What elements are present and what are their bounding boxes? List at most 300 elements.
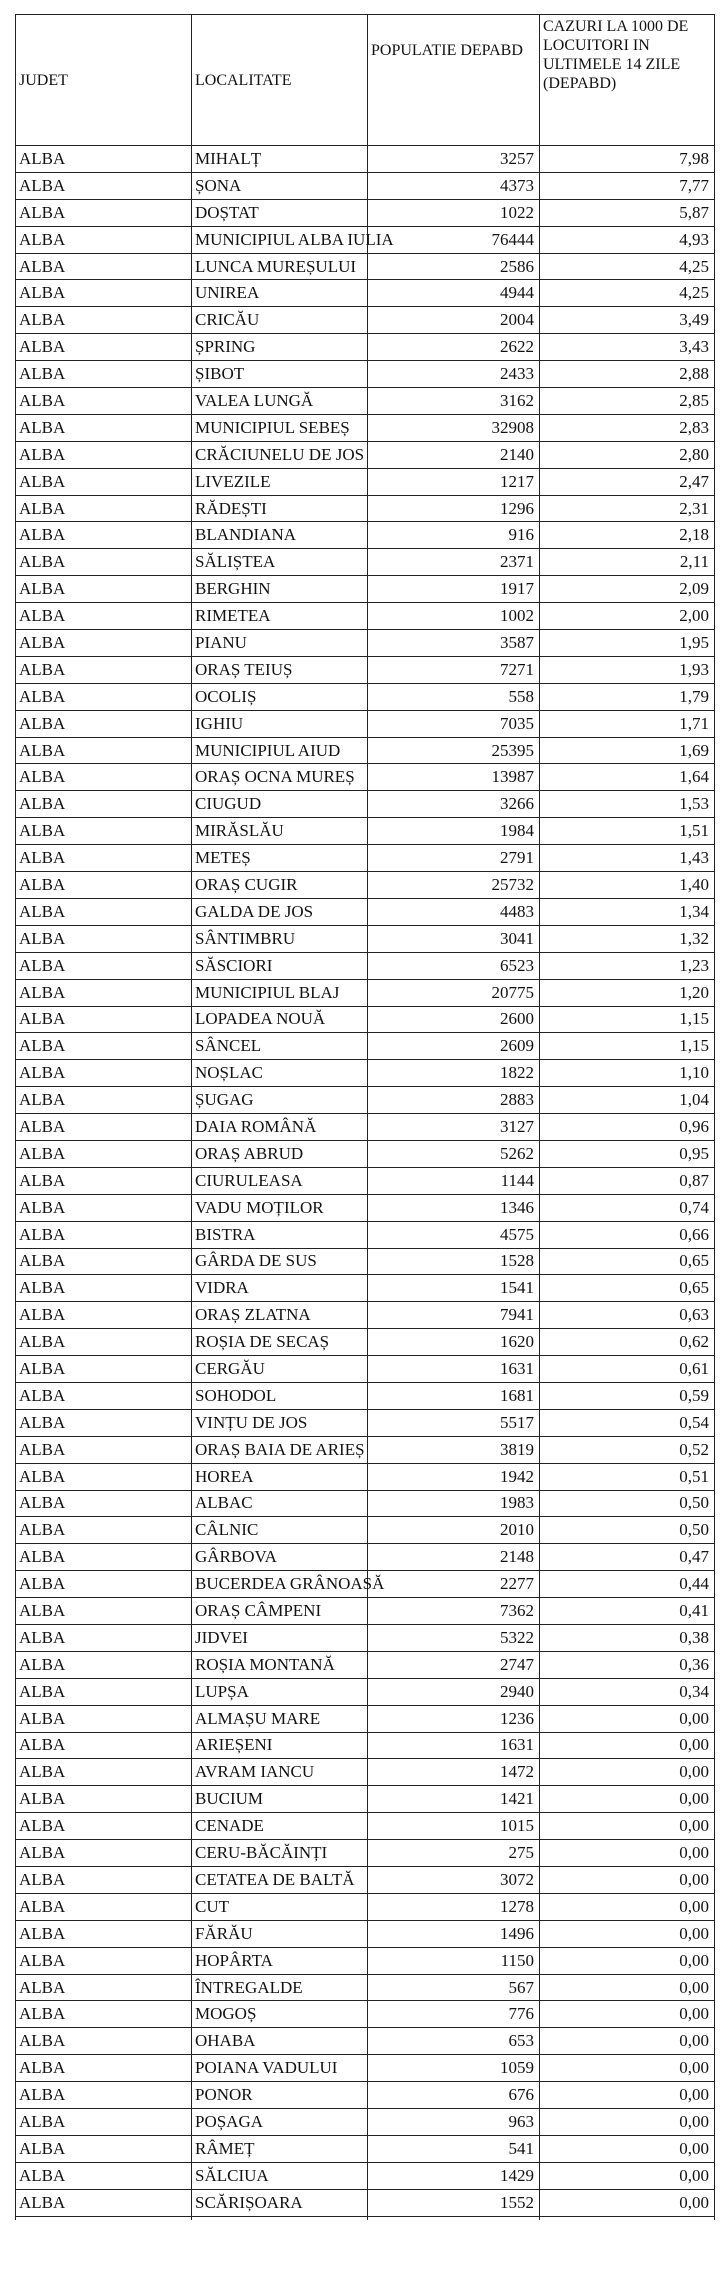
cell-judet: ALBA: [16, 1651, 192, 1678]
cell-cazuri: 0,00: [540, 2001, 715, 2028]
cell-populatie: 1296: [368, 495, 540, 522]
table-row: [16, 1490, 715, 1517]
cell-populatie: 1822: [368, 1060, 540, 1087]
table-row: [16, 1060, 715, 1087]
table-row: [16, 2028, 715, 2055]
cell-localitate: CÂLNIC: [192, 1517, 368, 1544]
table-body: [16, 146, 715, 2243]
cell-judet: ALBA: [16, 1893, 192, 1920]
cell-judet: ALBA: [16, 764, 192, 791]
cell-cazuri: 1,69: [540, 737, 715, 764]
cell-populatie: 2940: [368, 1678, 540, 1705]
cell-cazuri: 0,00: [540, 1759, 715, 1786]
cell-judet: ALBA: [16, 441, 192, 468]
table-row: [16, 1732, 715, 1759]
table-row: [16, 334, 715, 361]
cell-judet: ALBA: [16, 1356, 192, 1383]
cell-populatie: 4944: [368, 280, 540, 307]
cell-cazuri: 2,00: [540, 603, 715, 630]
cell-localitate: IGHIU: [192, 710, 368, 737]
cell-cazuri: 2,85: [540, 388, 715, 415]
table-header: [16, 15, 715, 146]
cell-localitate: OHABA: [192, 2028, 368, 2055]
table-row: [16, 630, 715, 657]
cell-judet: ALBA: [16, 925, 192, 952]
cell-localitate: ȘIBOT: [192, 361, 368, 388]
cell-localitate: SÂNTIMBRU: [192, 925, 368, 952]
cell-judet: ALBA: [16, 630, 192, 657]
cell-populatie: 1472: [368, 1759, 540, 1786]
cell-cazuri: 0,00: [540, 2055, 715, 2082]
cell-populatie: 7941: [368, 1302, 540, 1329]
cell-cazuri: 1,23: [540, 952, 715, 979]
cell-cazuri: 0,96: [540, 1114, 715, 1141]
table-row: [16, 576, 715, 603]
cell-cazuri: 1,40: [540, 872, 715, 899]
cell-localitate: CUT: [192, 1893, 368, 1920]
cell-localitate: GALDA DE JOS: [192, 898, 368, 925]
table-row: [16, 710, 715, 737]
cell-populatie: 3819: [368, 1436, 540, 1463]
table-row: [16, 2189, 715, 2216]
cell-populatie: 541: [368, 2135, 540, 2162]
cell-populatie: 1681: [368, 1382, 540, 1409]
cell-populatie: 916: [368, 522, 540, 549]
cell-cazuri: 1,43: [540, 845, 715, 872]
cell-judet: ALBA: [16, 522, 192, 549]
cell-populatie: 1620: [368, 1329, 540, 1356]
cell-judet: ALBA: [16, 307, 192, 334]
cell-localitate: VADU MOȚILOR: [192, 1194, 368, 1221]
cell-cazuri: 0,54: [540, 1409, 715, 1436]
cell-populatie: 2622: [368, 334, 540, 361]
cell-cazuri: 2,18: [540, 522, 715, 549]
cell-localitate: JIDVEI: [192, 1624, 368, 1651]
cell-judet: ALBA: [16, 1920, 192, 1947]
cell-populatie: 567: [368, 1974, 540, 2001]
cell-judet: ALBA: [16, 710, 192, 737]
cell-cazuri: 0,61: [540, 1356, 715, 1383]
cell-judet: ALBA: [16, 818, 192, 845]
cell-populatie: 7271: [368, 656, 540, 683]
table-row: [16, 1705, 715, 1732]
cell-localitate: VINȚU DE JOS: [192, 1409, 368, 1436]
cell-cazuri: 1,93: [540, 656, 715, 683]
cell-cazuri: 0,00: [540, 1786, 715, 1813]
cell-populatie: 676: [368, 2082, 540, 2109]
cell-populatie: 2791: [368, 845, 540, 872]
cell-cazuri: 1,15: [540, 1006, 715, 1033]
cell-judet: ALBA: [16, 280, 192, 307]
cell-cazuri: 7,77: [540, 172, 715, 199]
cell-judet: ALBA: [16, 683, 192, 710]
cell-cazuri: 1,32: [540, 925, 715, 952]
cell-localitate: LUPȘA: [192, 1678, 368, 1705]
cell-populatie: 653: [368, 2028, 540, 2055]
cell-cazuri: 1,20: [540, 979, 715, 1006]
table-row: [16, 898, 715, 925]
cell-judet: ALBA: [16, 549, 192, 576]
table-row: [16, 199, 715, 226]
cell-localitate: NOȘLAC: [192, 1060, 368, 1087]
cell-populatie: 4575: [368, 1221, 540, 1248]
cell-localitate: METEȘ: [192, 845, 368, 872]
cell-judet: ALBA: [16, 1759, 192, 1786]
cell-judet: ALBA: [16, 1544, 192, 1571]
cell-cazuri: 0,62: [540, 1329, 715, 1356]
table-row: [16, 1544, 715, 1571]
cell-localitate: CRĂCIUNELU DE JOS: [192, 441, 368, 468]
cell-populatie: 7362: [368, 1598, 540, 1625]
cell-populatie: 1217: [368, 468, 540, 495]
cell-judet: ALBA: [16, 2001, 192, 2028]
cell-localitate: VIDRA: [192, 1275, 368, 1302]
cell-populatie: 2609: [368, 1033, 540, 1060]
cell-localitate: POȘAGA: [192, 2109, 368, 2136]
cell-cazuri: 0,00: [540, 1732, 715, 1759]
cell-populatie: 1421: [368, 1786, 540, 1813]
cell-cazuri: 7,98: [540, 146, 715, 173]
table-row: [16, 307, 715, 334]
table-row: [16, 2001, 715, 2028]
cell-localitate: CENADE: [192, 1813, 368, 1840]
cell-localitate: MUNICIPIUL ALBA IULIA: [192, 226, 368, 253]
cell-judet: ALBA: [16, 1867, 192, 1894]
cell-populatie: 2277: [368, 1571, 540, 1598]
table-row: [16, 1167, 715, 1194]
cell-populatie: 558: [368, 683, 540, 710]
cell-cazuri: 0,59: [540, 1382, 715, 1409]
cell-populatie: 25732: [368, 872, 540, 899]
cell-cazuri: 0,00: [540, 2109, 715, 2136]
cell-populatie: 7035: [368, 710, 540, 737]
cell-cazuri: 0,38: [540, 1624, 715, 1651]
cell-localitate: ORAȘ OCNA MUREȘ: [192, 764, 368, 791]
cell-cazuri: 2,83: [540, 414, 715, 441]
table-row: [16, 845, 715, 872]
cell-cazuri: 0,00: [540, 1974, 715, 2001]
cell-cazuri: 0,47: [540, 1544, 715, 1571]
cell-populatie: 3162: [368, 388, 540, 415]
cell-localitate: SĂLCIUA: [192, 2162, 368, 2189]
cell-localitate: ALMAȘU MARE: [192, 1705, 368, 1732]
cell-judet: ALBA: [16, 2189, 192, 2216]
table-row: [16, 549, 715, 576]
cell-populatie: 1552: [368, 2189, 540, 2216]
cell-judet: ALBA: [16, 1275, 192, 1302]
cell-localitate: CRICĂU: [192, 307, 368, 334]
cell-cazuri: 0,52: [540, 1436, 715, 1463]
cell-populatie: 1278: [368, 1893, 540, 1920]
table-row: [16, 1114, 715, 1141]
cell-cazuri: 0,65: [540, 1275, 715, 1302]
table-row: [16, 683, 715, 710]
cell-cazuri: 2,88: [540, 361, 715, 388]
cell-populatie: 1022: [368, 199, 540, 226]
table-row: [16, 2109, 715, 2136]
cell-localitate: SOHODOL: [192, 1382, 368, 1409]
cell-populatie: 1002: [368, 603, 540, 630]
cell-localitate: FĂRĂU: [192, 1920, 368, 1947]
header-row: [16, 15, 715, 146]
cell-populatie: 1631: [368, 1356, 540, 1383]
cell-localitate: DAIA ROMÂNĂ: [192, 1114, 368, 1141]
table-row: [16, 1140, 715, 1167]
cell-cazuri: 2,31: [540, 495, 715, 522]
table-row: [16, 172, 715, 199]
cell-cazuri: 0,00: [540, 1705, 715, 1732]
cell-populatie: 1984: [368, 818, 540, 845]
cell-localitate: AVRAM IANCU: [192, 1759, 368, 1786]
cell-cazuri: 0,00: [540, 1813, 715, 1840]
cell-localitate: ORAȘ BAIA DE ARIEȘ: [192, 1436, 368, 1463]
cell-cazuri: 5,87: [540, 199, 715, 226]
table-row: [16, 414, 715, 441]
cell-localitate: BERGHIN: [192, 576, 368, 603]
cell-cazuri: 1,64: [540, 764, 715, 791]
cell-judet: ALBA: [16, 172, 192, 199]
cell-localitate: SĂSCIORI: [192, 952, 368, 979]
cell-judet: ALBA: [16, 414, 192, 441]
cell-localitate: VALEA LUNGĂ: [192, 388, 368, 415]
cell-judet: ALBA: [16, 1382, 192, 1409]
cell-localitate: MOGOȘ: [192, 2001, 368, 2028]
cell-localitate: RIMETEA: [192, 603, 368, 630]
cell-cazuri: 2,09: [540, 576, 715, 603]
cell-localitate: CETATEA DE BALTĂ: [192, 1867, 368, 1894]
cell-populatie: 3041: [368, 925, 540, 952]
cell-cazuri: 4,93: [540, 226, 715, 253]
cell-populatie: 2148: [368, 1544, 540, 1571]
cell-populatie: 4483: [368, 898, 540, 925]
cell-cazuri: 1,95: [540, 630, 715, 657]
cell-localitate: RÂMEȚ: [192, 2135, 368, 2162]
cell-cazuri: 0,50: [540, 1517, 715, 1544]
cell-judet: ALBA: [16, 872, 192, 899]
table-row: [16, 1006, 715, 1033]
cell-judet: ALBA: [16, 1114, 192, 1141]
cell-judet: ALBA: [16, 361, 192, 388]
cell-localitate: MUNICIPIUL AIUD: [192, 737, 368, 764]
cell-cazuri: 0,00: [540, 2189, 715, 2216]
cell-judet: ALBA: [16, 1302, 192, 1329]
table-row: [16, 737, 715, 764]
cell-cazuri: 1,10: [540, 1060, 715, 1087]
table-row: [16, 1786, 715, 1813]
cell-cazuri: 0,44: [540, 1571, 715, 1598]
cell-localitate: LUNCA MUREȘULUI: [192, 253, 368, 280]
table-row: [16, 1087, 715, 1114]
cell-populatie: 76444: [368, 226, 540, 253]
cell-cazuri: 0,41: [540, 1598, 715, 1625]
cell-judet: ALBA: [16, 2055, 192, 2082]
cell-localitate: ORAȘ TEIUȘ: [192, 656, 368, 683]
cell-populatie: 1917: [368, 576, 540, 603]
cell-localitate: DOȘTAT: [192, 199, 368, 226]
cell-cazuri: 0,00: [540, 1920, 715, 1947]
cell-cazuri: 0,65: [540, 1248, 715, 1275]
cell-cazuri: 0,00: [540, 2082, 715, 2109]
table-row: [16, 1329, 715, 1356]
header-judet: JUDET: [16, 15, 192, 146]
cell-cazuri: 0,63: [540, 1302, 715, 1329]
cell-cazuri: 3,43: [540, 334, 715, 361]
cell-cazuri: 4,25: [540, 280, 715, 307]
cell-cazuri: 1,51: [540, 818, 715, 845]
table-row: [16, 1974, 715, 2001]
cell-judet: ALBA: [16, 1087, 192, 1114]
cell-populatie: 5517: [368, 1409, 540, 1436]
cell-judet: ALBA: [16, 1678, 192, 1705]
cell-populatie: 3587: [368, 630, 540, 657]
cell-judet: ALBA: [16, 253, 192, 280]
cell-populatie: 3072: [368, 1867, 540, 1894]
table-row: [16, 522, 715, 549]
cell-cazuri: 2,47: [540, 468, 715, 495]
cell-judet: ALBA: [16, 1490, 192, 1517]
cell-judet: ALBA: [16, 388, 192, 415]
cell-localitate: BISTRA: [192, 1221, 368, 1248]
cell-localitate: MIRĂSLĂU: [192, 818, 368, 845]
cell-populatie: 1015: [368, 1813, 540, 1840]
cell-localitate: SÂNCEL: [192, 1033, 368, 1060]
cell-localitate: LOPADEA NOUĂ: [192, 1006, 368, 1033]
cell-populatie: 1983: [368, 1490, 540, 1517]
cell-populatie: 2004: [368, 307, 540, 334]
cell-judet: ALBA: [16, 2162, 192, 2189]
cell-judet: ALBA: [16, 656, 192, 683]
cell-judet: ALBA: [16, 226, 192, 253]
cell-judet: ALBA: [16, 576, 192, 603]
cell-populatie: 1528: [368, 1248, 540, 1275]
cell-populatie: 25395: [368, 737, 540, 764]
cell-populatie: 1144: [368, 1167, 540, 1194]
cell-cazuri: 0,00: [540, 2135, 715, 2162]
table-row: [16, 1759, 715, 1786]
header-populatie: POPULATIE DEPABD: [368, 15, 540, 146]
cell-judet: ALBA: [16, 1974, 192, 2001]
cell-judet: ALBA: [16, 1786, 192, 1813]
cell-judet: ALBA: [16, 1194, 192, 1221]
covid-incidence-table: [15, 14, 715, 2243]
cell-localitate: ÎNTREGALDE: [192, 1974, 368, 2001]
table-row: [16, 146, 715, 173]
cell-cazuri: 2,80: [540, 441, 715, 468]
cell-cazuri: 1,53: [540, 791, 715, 818]
cell-localitate: OCOLIȘ: [192, 683, 368, 710]
cell-judet: ALBA: [16, 1624, 192, 1651]
table-row: [16, 979, 715, 1006]
cell-populatie: 2010: [368, 1517, 540, 1544]
table-row: [16, 1571, 715, 1598]
table-row: [16, 791, 715, 818]
cell-populatie: 275: [368, 1840, 540, 1867]
cell-localitate: GÂRDA DE SUS: [192, 1248, 368, 1275]
cell-judet: ALBA: [16, 952, 192, 979]
cell-judet: ALBA: [16, 1006, 192, 1033]
cell-judet: ALBA: [16, 1060, 192, 1087]
cell-populatie: 2883: [368, 1087, 540, 1114]
cell-cazuri: 0,00: [540, 2162, 715, 2189]
cell-localitate: SĂLIȘTEA: [192, 549, 368, 576]
table-row: [16, 764, 715, 791]
cell-populatie: 1236: [368, 1705, 540, 1732]
cell-localitate: PONOR: [192, 2082, 368, 2109]
cell-localitate: BUCIUM: [192, 1786, 368, 1813]
cell-populatie: 1541: [368, 1275, 540, 1302]
table-row: [16, 361, 715, 388]
table-row: [16, 1302, 715, 1329]
cell-populatie: 5322: [368, 1624, 540, 1651]
header-localitate: LOCALITATE: [192, 15, 368, 146]
cell-populatie: 1346: [368, 1194, 540, 1221]
table-row: [16, 2135, 715, 2162]
cell-judet: ALBA: [16, 468, 192, 495]
cell-judet: ALBA: [16, 1248, 192, 1275]
cell-cazuri: 1,71: [540, 710, 715, 737]
cell-cazuri: 0,34: [540, 1678, 715, 1705]
table-row: [16, 1947, 715, 1974]
cell-populatie: 1631: [368, 1732, 540, 1759]
cell-populatie: 4373: [368, 172, 540, 199]
table-row: [16, 603, 715, 630]
cell-populatie: 2600: [368, 1006, 540, 1033]
table-row: [16, 2162, 715, 2189]
cell-judet: ALBA: [16, 1813, 192, 1840]
table-row: [16, 280, 715, 307]
cell-judet: ALBA: [16, 603, 192, 630]
cell-localitate: GÂRBOVA: [192, 1544, 368, 1571]
cell-localitate: UNIREA: [192, 280, 368, 307]
cell-judet: ALBA: [16, 1221, 192, 1248]
table-row: [16, 1867, 715, 1894]
cell-populatie: 6523: [368, 952, 540, 979]
cell-populatie: 1942: [368, 1463, 540, 1490]
table-row: [16, 1598, 715, 1625]
table-row: [16, 1194, 715, 1221]
table-row: [16, 1248, 715, 1275]
table-row: [16, 253, 715, 280]
cell-populatie: 963: [368, 2109, 540, 2136]
cell-localitate: ORAȘ CUGIR: [192, 872, 368, 899]
cell-judet: ALBA: [16, 1732, 192, 1759]
cell-localitate: ARIEȘENI: [192, 1732, 368, 1759]
table-row: [16, 2055, 715, 2082]
cell-localitate: ORAȘ CÂMPENI: [192, 1598, 368, 1625]
cell-localitate: ȘONA: [192, 172, 368, 199]
cell-cazuri: 2,11: [540, 549, 715, 576]
table-row: [16, 1813, 715, 1840]
table-row: [16, 952, 715, 979]
table-row: [16, 925, 715, 952]
cell-populatie: 2433: [368, 361, 540, 388]
cell-localitate: BUCERDEA GRÂNOASĂ: [192, 1571, 368, 1598]
table-row: [16, 388, 715, 415]
cell-judet: ALBA: [16, 979, 192, 1006]
table-row: [16, 1920, 715, 1947]
cell-judet: ALBA: [16, 1033, 192, 1060]
table-row: [16, 1356, 715, 1383]
cell-cazuri: 0,66: [540, 1221, 715, 1248]
table-row: [16, 872, 715, 899]
cell-cazuri: 0,00: [540, 1840, 715, 1867]
cell-localitate: CERU-BĂCĂINȚI: [192, 1840, 368, 1867]
cell-cazuri: 0,74: [540, 1194, 715, 1221]
cell-judet: ALBA: [16, 1598, 192, 1625]
cell-localitate: BLANDIANA: [192, 522, 368, 549]
cell-judet: ALBA: [16, 2028, 192, 2055]
cell-populatie: 3127: [368, 1114, 540, 1141]
